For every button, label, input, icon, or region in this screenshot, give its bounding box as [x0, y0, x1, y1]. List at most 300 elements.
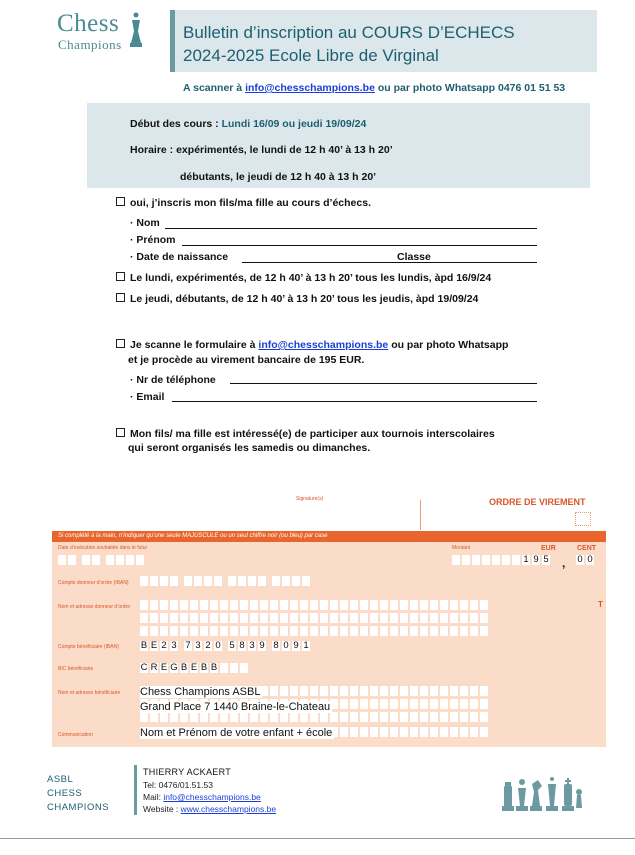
beneficiary-iban-box[interactable]: 8	[273, 640, 279, 651]
beneficiary-name-box[interactable]	[200, 712, 208, 722]
payer-name-box[interactable]	[300, 613, 308, 623]
payer-iban-boxes[interactable]	[140, 576, 312, 586]
payer-name-box[interactable]	[310, 626, 318, 636]
transfer-amount-text: et je procède au virement bancaire de 195 EUR.	[128, 354, 365, 366]
payer-iban-box[interactable]	[228, 576, 236, 586]
payer-name-box[interactable]	[150, 626, 158, 636]
beneficiary-name-box[interactable]	[330, 712, 338, 722]
payer-name-box[interactable]	[420, 600, 428, 610]
payer-name-label: Nom et adresse donneur d’ordre	[58, 604, 130, 610]
communication-box[interactable]	[470, 727, 478, 737]
beneficiary-name-box[interactable]	[450, 712, 458, 722]
bic-box[interactable]	[240, 663, 248, 673]
beneficiary-iban-box[interactable]: 3	[171, 640, 177, 651]
beneficiary-iban-box[interactable]: 2	[205, 640, 211, 651]
communication-box[interactable]	[390, 727, 398, 737]
logo-word: Chess	[57, 10, 120, 37]
beneficiary-name-box[interactable]	[380, 699, 388, 709]
date-label: Date d’exécution souhaitée dans le futur	[58, 545, 148, 551]
beneficiary-name-box[interactable]	[360, 686, 368, 696]
beneficiary-name-box[interactable]	[360, 699, 368, 709]
payer-name-box[interactable]	[260, 626, 268, 636]
payer-name-box[interactable]	[390, 613, 398, 623]
payer-iban-box[interactable]	[214, 576, 222, 586]
date-boxes[interactable]	[58, 555, 146, 565]
beneficiary-name-box[interactable]	[300, 686, 308, 696]
amount-box[interactable]	[502, 555, 510, 565]
bic-box[interactable]: B	[210, 662, 218, 673]
payer-name-box[interactable]	[190, 626, 198, 636]
payer-iban-box[interactable]	[160, 576, 168, 586]
beneficiary-name-box[interactable]	[340, 686, 348, 696]
beneficiary-name-box[interactable]	[290, 686, 298, 696]
scan-checkbox[interactable]	[116, 339, 125, 348]
form-email-link[interactable]: info@chesschampions.be	[258, 339, 389, 351]
beneficiary-iban-box[interactable]: 3	[195, 640, 201, 651]
beneficiary-iban-box[interactable]: 0	[215, 640, 221, 651]
beneficiary-name-box[interactable]	[340, 699, 348, 709]
payer-iban-box[interactable]	[292, 576, 300, 586]
payer-name-box[interactable]	[170, 626, 178, 636]
payer-iban-box[interactable]	[248, 576, 256, 586]
date-box[interactable]	[68, 555, 76, 565]
communication-box[interactable]	[380, 727, 388, 737]
beneficiary-name-box[interactable]	[460, 686, 468, 696]
page-title: Bulletin d’inscription au COURS D’ECHECS	[183, 23, 515, 42]
payer-iban-box[interactable]	[302, 576, 310, 586]
transfer-instructions: Si complété à la main, n’indiquer qu’une seule MAJUSCULE ou un seul chiffre noir (ou bleu) par case	[58, 533, 328, 539]
payer-name-box[interactable]	[250, 613, 258, 623]
thursday-checkbox[interactable]	[116, 293, 125, 302]
payer-name-grid[interactable]	[140, 600, 490, 639]
amount-box[interactable]	[482, 555, 490, 565]
payer-name-box[interactable]	[320, 613, 328, 623]
payer-name-box[interactable]	[400, 600, 408, 610]
communication-box[interactable]	[430, 727, 438, 737]
date-box[interactable]	[82, 555, 90, 565]
payer-name-box[interactable]	[260, 600, 268, 610]
bic-box[interactable]: E	[190, 662, 198, 673]
payer-iban-box[interactable]	[140, 576, 148, 586]
bic-boxes[interactable]	[140, 663, 250, 673]
payer-name-box[interactable]	[410, 626, 418, 636]
beneficiary-name-box[interactable]	[150, 712, 158, 722]
payer-name-box[interactable]	[450, 600, 458, 610]
payer-iban-box[interactable]	[184, 576, 192, 586]
payer-name-box[interactable]	[460, 600, 468, 610]
beneficiary-name-box[interactable]	[320, 712, 328, 722]
beneficiary-name-box[interactable]	[430, 712, 438, 722]
communication-value: Nom et Prénom de votre enfant + école	[140, 727, 333, 739]
payer-name-box[interactable]	[240, 626, 248, 636]
payer-name-box[interactable]	[420, 613, 428, 623]
amount-box[interactable]	[472, 555, 480, 565]
payer-name-box[interactable]	[250, 600, 258, 610]
amount-cent-boxes[interactable]	[576, 555, 596, 565]
beneficiary-name-box[interactable]	[370, 699, 378, 709]
payer-name-box[interactable]	[140, 626, 148, 636]
cent-box[interactable]: 0	[577, 554, 583, 565]
payer-name-box[interactable]	[280, 613, 288, 623]
beneficiary-iban-box[interactable]: 9	[259, 640, 265, 651]
bic-box[interactable]: C	[140, 662, 148, 673]
payer-name-box[interactable]	[330, 613, 338, 623]
communication-box[interactable]	[370, 727, 378, 737]
payer-name-box[interactable]	[180, 600, 188, 610]
bic-box[interactable]: E	[160, 662, 168, 673]
bic-box[interactable]	[220, 663, 228, 673]
payer-iban-box[interactable]	[194, 576, 202, 586]
payer-iban-box[interactable]	[204, 576, 212, 586]
payer-name-box[interactable]	[450, 613, 458, 623]
payer-name-box[interactable]	[470, 613, 478, 623]
monday-label: Le lundi, expérimentés, de 12 h 40’ à 13 h 20’ tous les lundis, àpd 16/9/24	[130, 272, 492, 284]
logo-sub: Champions	[58, 37, 122, 52]
payer-name-box[interactable]	[170, 613, 178, 623]
payer-name-box[interactable]	[350, 626, 358, 636]
beneficiary-iban-boxes[interactable]	[140, 641, 312, 651]
payer-name-box[interactable]	[260, 613, 268, 623]
payer-name-box[interactable]	[280, 600, 288, 610]
beneficiary-name-box[interactable]	[390, 686, 398, 696]
payer-name-box[interactable]	[290, 600, 298, 610]
payer-name-box[interactable]	[360, 626, 368, 636]
payer-name-box[interactable]	[250, 626, 258, 636]
payer-name-box[interactable]	[420, 626, 428, 636]
payer-name-box[interactable]	[320, 600, 328, 610]
payer-name-box[interactable]	[440, 600, 448, 610]
nom-field[interactable]	[165, 228, 537, 229]
beneficiary-name-box[interactable]	[250, 712, 258, 722]
payer-name-box[interactable]	[240, 613, 248, 623]
payer-name-box[interactable]	[200, 613, 208, 623]
payer-name-box[interactable]	[290, 613, 298, 623]
beneficiary-iban-box[interactable]: 8	[239, 640, 245, 651]
payer-name-box[interactable]	[190, 600, 198, 610]
tournament-label-1: Mon fils/ ma fille est intéressé(e) de participer aux tournois interscolaires	[130, 428, 495, 440]
beneficiary-name-box[interactable]	[390, 712, 398, 722]
beneficiary-name-box[interactable]	[310, 686, 318, 696]
beneficiary-iban-box[interactable]: E	[150, 640, 158, 651]
beneficiary-name-box[interactable]	[430, 686, 438, 696]
beneficiary-iban-box[interactable]: 9	[293, 640, 299, 651]
payer-name-box[interactable]	[370, 626, 378, 636]
payer-name-box[interactable]	[390, 626, 398, 636]
bic-box[interactable]: B	[180, 662, 188, 673]
beneficiary-name-box[interactable]	[180, 712, 188, 722]
beneficiary-name-box[interactable]	[400, 712, 408, 722]
amount-box[interactable]	[452, 555, 460, 565]
payer-name-box[interactable]	[160, 626, 168, 636]
communication-box[interactable]	[400, 727, 408, 737]
prenom-field[interactable]	[182, 245, 537, 246]
payer-name-box[interactable]	[230, 626, 238, 636]
payer-name-box[interactable]	[480, 600, 488, 610]
payer-name-box[interactable]	[480, 613, 488, 623]
payer-name-box[interactable]	[300, 600, 308, 610]
bic-box[interactable]: B	[200, 662, 208, 673]
amount-box[interactable]	[492, 555, 500, 565]
beneficiary-iban-box[interactable]: 0	[283, 640, 289, 651]
payer-iban-box[interactable]	[272, 576, 280, 586]
scan-form-suffix: ou par photo Whatsapp	[391, 339, 509, 351]
beneficiary-name-box[interactable]	[360, 712, 368, 722]
date-box[interactable]	[126, 555, 134, 565]
payer-name-box[interactable]	[160, 600, 168, 610]
payer-name-box[interactable]	[150, 600, 158, 610]
payer-name-box[interactable]	[270, 613, 278, 623]
beneficiary-name-box[interactable]	[480, 712, 488, 722]
beneficiary-name-box[interactable]	[260, 712, 268, 722]
communication-box[interactable]	[420, 727, 428, 737]
decimal-comma: ,	[562, 556, 566, 570]
payer-name-box[interactable]	[160, 613, 168, 623]
beneficiary-name-box[interactable]	[330, 686, 338, 696]
payer-name-box[interactable]	[340, 613, 348, 623]
date-box[interactable]	[136, 555, 144, 565]
payer-name-box[interactable]	[310, 613, 318, 623]
payer-name-box[interactable]	[320, 626, 328, 636]
beneficiary-iban-box[interactable]: B	[140, 640, 148, 651]
beneficiary-name-box[interactable]	[320, 686, 328, 696]
beneficiary-iban-box[interactable]: 2	[161, 640, 167, 651]
contact-web-link[interactable]: www.chesschampions.be	[180, 804, 277, 814]
beneficiary-name-box[interactable]	[270, 686, 278, 696]
payer-name-box[interactable]	[180, 613, 188, 623]
communication-box[interactable]	[440, 727, 448, 737]
birthdate-field[interactable]	[242, 262, 537, 263]
contact-mail-prefix: Mail:	[143, 792, 161, 802]
beneficiary-iban-label: Compte bénéficiaire (IBAN)	[58, 644, 119, 650]
beneficiary-name-box[interactable]	[450, 686, 458, 696]
beneficiary-name-box[interactable]	[170, 712, 178, 722]
payer-name-box[interactable]	[170, 600, 178, 610]
payer-name-box[interactable]	[200, 626, 208, 636]
beneficiary-name-box[interactable]	[290, 712, 298, 722]
beneficiary-name-box[interactable]	[160, 712, 168, 722]
beneficiary-name-box[interactable]	[440, 686, 448, 696]
beneficiary-name-box[interactable]	[430, 699, 438, 709]
payer-iban-box[interactable]	[150, 576, 158, 586]
beneficiary-name-box[interactable]	[440, 712, 448, 722]
beneficiary-name-box[interactable]	[400, 686, 408, 696]
payer-name-box[interactable]	[280, 626, 288, 636]
enroll-row	[116, 197, 371, 209]
enroll-checkbox[interactable]	[116, 197, 125, 206]
beneficiary-name-box[interactable]	[410, 699, 418, 709]
payer-name-box[interactable]	[460, 626, 468, 636]
payer-name-box[interactable]	[360, 613, 368, 623]
beneficiary-name-box[interactable]	[460, 699, 468, 709]
payer-name-box[interactable]	[220, 626, 228, 636]
beneficiary-name-box[interactable]	[480, 699, 488, 709]
payer-name-box[interactable]	[400, 626, 408, 636]
beneficiary-name-box[interactable]	[420, 699, 428, 709]
cent-label: CENT	[577, 545, 597, 552]
payer-name-box[interactable]	[470, 600, 478, 610]
payer-name-box[interactable]	[400, 613, 408, 623]
payer-name-box[interactable]	[470, 626, 478, 636]
beneficiary-name-box[interactable]	[420, 686, 428, 696]
communication-box[interactable]	[480, 727, 488, 737]
beneficiary-name-box[interactable]	[350, 686, 358, 696]
beneficiary-name-box[interactable]	[310, 712, 318, 722]
beneficiary-name-box[interactable]	[240, 712, 248, 722]
beneficiary-name-box[interactable]	[280, 712, 288, 722]
payer-name-box[interactable]	[340, 626, 348, 636]
payer-name-box[interactable]	[230, 600, 238, 610]
payer-name-box[interactable]	[240, 600, 248, 610]
payer-name-box[interactable]	[380, 600, 388, 610]
beneficiary-name-box[interactable]	[460, 712, 468, 722]
payer-name-box[interactable]	[450, 626, 458, 636]
beneficiary-name-box[interactable]	[400, 699, 408, 709]
tournament-checkbox[interactable]	[116, 428, 125, 437]
communication-box[interactable]	[350, 727, 358, 737]
header-email-link[interactable]: info@chesschampions.be	[245, 82, 375, 94]
communication-box[interactable]	[450, 727, 458, 737]
communication-box[interactable]	[460, 727, 468, 737]
amount-box[interactable]: 1	[523, 554, 529, 565]
amount-box[interactable]: 9	[533, 554, 539, 565]
beneficiary-name-box[interactable]	[420, 712, 428, 722]
communication-box[interactable]	[340, 727, 348, 737]
monday-checkbox[interactable]	[116, 272, 125, 281]
payer-name-box[interactable]	[410, 613, 418, 623]
payer-name-box[interactable]	[330, 626, 338, 636]
payer-name-box[interactable]	[480, 626, 488, 636]
payer-name-box[interactable]	[210, 626, 218, 636]
beneficiary-name-box[interactable]	[410, 712, 418, 722]
payer-name-box[interactable]	[440, 613, 448, 623]
beneficiary-name-label: Nom et adresse bénéficiaire	[58, 690, 121, 696]
beneficiary-name-box[interactable]	[470, 699, 478, 709]
communication-box[interactable]	[410, 727, 418, 737]
payer-name-box[interactable]	[370, 600, 378, 610]
nom-label: · Nom	[130, 217, 160, 229]
scan-form-prefix: Je scanne le formulaire à	[130, 339, 256, 351]
payer-name-box[interactable]	[270, 600, 278, 610]
communication-box[interactable]	[360, 727, 368, 737]
date-box[interactable]	[92, 555, 100, 565]
bic-box[interactable]: G	[170, 662, 178, 673]
payer-name-box[interactable]	[440, 626, 448, 636]
beneficiary-name-box[interactable]	[210, 712, 218, 722]
contact-web-prefix: Website :	[143, 804, 179, 814]
beneficiary-name-box[interactable]	[370, 712, 378, 722]
cent-box[interactable]: 0	[587, 554, 593, 565]
payer-name-box[interactable]	[220, 613, 228, 623]
payer-name-box[interactable]	[290, 626, 298, 636]
beneficiary-name-box[interactable]	[220, 712, 228, 722]
beneficiary-name-box[interactable]	[410, 686, 418, 696]
payer-name-box[interactable]	[220, 600, 228, 610]
beneficiary-name-box[interactable]	[390, 699, 398, 709]
beneficiary-name-box[interactable]	[450, 699, 458, 709]
amount-eur-boxes[interactable]	[452, 555, 552, 565]
date-box[interactable]	[58, 555, 66, 565]
date-box[interactable]	[116, 555, 124, 565]
bic-box[interactable]	[230, 663, 238, 673]
payer-name-box[interactable]	[370, 613, 378, 623]
payer-iban-box[interactable]	[258, 576, 266, 586]
beneficiary-name-box[interactable]	[380, 712, 388, 722]
beneficiary-name-box[interactable]	[470, 686, 478, 696]
payer-name-box[interactable]	[210, 613, 218, 623]
beneficiary-iban-box[interactable]: 7	[185, 640, 191, 651]
payer-name-box[interactable]	[390, 600, 398, 610]
beneficiary-name-box[interactable]	[370, 686, 378, 696]
payer-name-box[interactable]	[230, 613, 238, 623]
payer-name-box[interactable]	[200, 600, 208, 610]
payer-name-box[interactable]	[180, 626, 188, 636]
payer-name-box[interactable]	[190, 613, 198, 623]
payer-name-box[interactable]	[410, 600, 418, 610]
tournament-label-2: qui seront organisés les samedis ou dimanches.	[128, 442, 371, 454]
phone-field[interactable]	[230, 383, 537, 384]
payer-name-box[interactable]	[340, 600, 348, 610]
payer-name-box[interactable]	[380, 626, 388, 636]
beneficiary-name-box[interactable]	[340, 712, 348, 722]
payer-name-box[interactable]	[210, 600, 218, 610]
email-field[interactable]	[172, 401, 537, 402]
payer-name-box[interactable]	[360, 600, 368, 610]
payer-name-box[interactable]	[350, 613, 358, 623]
thursday-row	[116, 293, 478, 305]
beneficiary-name-box[interactable]	[230, 712, 238, 722]
amount-box[interactable]: 5	[543, 554, 549, 565]
payer-name-box[interactable]	[270, 626, 278, 636]
payer-iban-box[interactable]	[238, 576, 246, 586]
payer-name-box[interactable]	[380, 613, 388, 623]
beneficiary-name-box[interactable]	[350, 699, 358, 709]
beneficiary-name-box[interactable]	[270, 712, 278, 722]
enroll-label: oui, j’inscris mon fils/ma fille au cours d’échecs.	[130, 197, 371, 209]
beneficiary-name-box[interactable]	[280, 686, 288, 696]
beneficiary-name-box[interactable]	[440, 699, 448, 709]
contact-name: THIERRY ACKAERT	[143, 767, 232, 777]
amount-box[interactable]	[462, 555, 470, 565]
beneficiary-iban-box[interactable]: 1	[303, 640, 309, 651]
bic-box[interactable]: R	[150, 662, 158, 673]
payer-name-box[interactable]	[310, 600, 318, 610]
payer-name-box[interactable]	[330, 600, 338, 610]
contact-mail-link[interactable]: info@chesschampions.be	[163, 792, 261, 802]
payer-iban-box[interactable]	[170, 576, 178, 586]
beneficiary-name-box[interactable]	[350, 712, 358, 722]
date-box[interactable]	[106, 555, 114, 565]
beneficiary-name-box[interactable]	[380, 686, 388, 696]
payer-iban-box[interactable]	[282, 576, 290, 586]
payer-name-box[interactable]	[430, 613, 438, 623]
beneficiary-name-box[interactable]	[300, 712, 308, 722]
beneficiary-name-box[interactable]	[470, 712, 478, 722]
payer-name-box[interactable]	[460, 613, 468, 623]
amount-box[interactable]	[512, 555, 520, 565]
payer-name-box[interactable]	[140, 600, 148, 610]
payer-name-box[interactable]	[430, 626, 438, 636]
payer-name-box[interactable]	[140, 613, 148, 623]
beneficiary-iban-box[interactable]: 3	[249, 640, 255, 651]
beneficiary-name-box[interactable]	[140, 712, 148, 722]
payer-name-box[interactable]	[150, 613, 158, 623]
beneficiary-name-box[interactable]	[480, 686, 488, 696]
payer-name-box[interactable]	[350, 600, 358, 610]
beneficiary-name-box[interactable]	[190, 712, 198, 722]
payer-name-box[interactable]	[430, 600, 438, 610]
beneficiary-iban-box[interactable]: 5	[229, 640, 235, 651]
payer-name-box[interactable]	[300, 626, 308, 636]
